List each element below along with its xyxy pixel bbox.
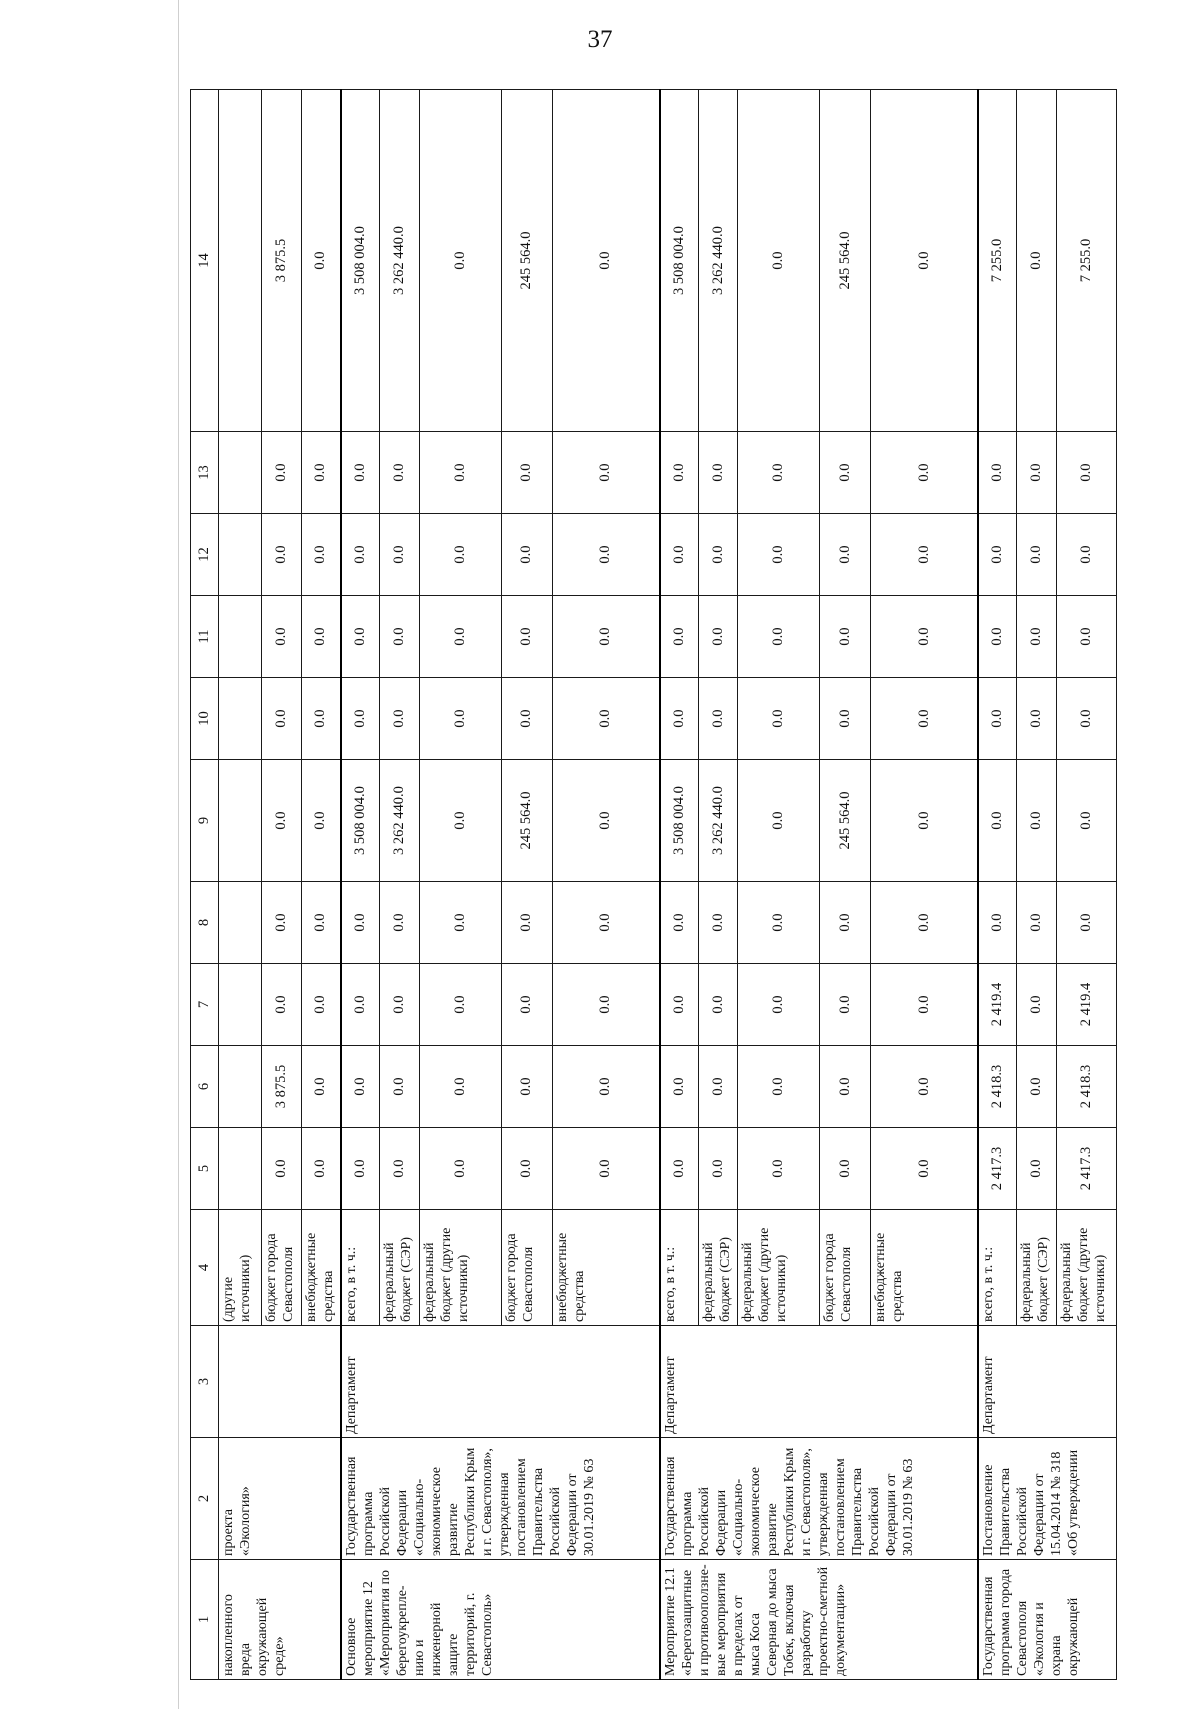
amount-cell: 0.0 [261, 596, 301, 678]
amount-cell: 0.0 [380, 1046, 420, 1128]
amount-cell: 0.0 [552, 678, 659, 760]
program-basis-cell: Государственная программа Российской Федерации «Социально-экономическое развитие Республики Крым и г. Севастополя», утвержденная постановлением Правительства Российской Федерации от 30.01.2019 № 63 [660, 1438, 978, 1560]
table-row [219, 90, 262, 1680]
amount-cell: 0.0 [380, 432, 420, 514]
amount-cell: 0.0 [420, 596, 501, 678]
amount-cell: 0.0 [1017, 964, 1057, 1046]
amount-cell: 0.0 [380, 514, 420, 596]
funding-source-cell: федеральный бюджет (СЭР) [1017, 1210, 1057, 1326]
amount-cell: 0.0 [819, 596, 870, 678]
funding-source-cell: бюджет города Севастополя [819, 1210, 870, 1326]
amount-cell: 245 564.0 [819, 90, 870, 432]
amount-cell: 0.0 [420, 1046, 501, 1128]
amount-cell: 0.0 [552, 596, 659, 678]
executor-cell: Департамент [660, 1326, 978, 1438]
program-basis-cell: проекта «Экология» [219, 1438, 342, 1560]
funding-source-cell: всего, в т. ч.: [660, 1210, 699, 1326]
amount-cell: 0.0 [1056, 596, 1116, 678]
amount-cell: 0.0 [552, 964, 659, 1046]
amount-cell: 0.0 [698, 678, 738, 760]
amount-cell: 0.0 [301, 90, 341, 432]
funding-source-cell: федеральный бюджет (другие источники) [420, 1210, 501, 1326]
amount-cell: 2 419.4 [978, 964, 1017, 1046]
amount-cell: 0.0 [660, 678, 699, 760]
event-name-cell: накопленного вреда окружающей среде» [219, 1560, 342, 1680]
amount-cell: 0.0 [660, 1046, 699, 1128]
column-number: 11 [191, 596, 219, 678]
amount-cell: 0.0 [420, 432, 501, 514]
amount-cell: 245 564.0 [819, 760, 870, 882]
amount-cell: 0.0 [738, 596, 819, 678]
column-number: 13 [191, 432, 219, 514]
program-basis-cell: Государственная программа Российской Федерации «Социально-экономическое развитие Республики Крым и г. Севастополя», утвержденная постановлением Правительства Российской Федерации от 30.01.2019 № 63 [341, 1438, 659, 1560]
amount-cell: 0.0 [301, 964, 341, 1046]
table-body [219, 90, 1117, 1680]
column-number: 14 [191, 90, 219, 432]
amount-cell: 0.0 [341, 964, 380, 1046]
column-number: 10 [191, 678, 219, 760]
funding-source-cell: всего, в т. ч.: [341, 1210, 380, 1326]
amount-cell: 0.0 [819, 964, 870, 1046]
funding-source-cell: (другие источники) [219, 1210, 262, 1326]
amount-cell: 0.0 [1056, 432, 1116, 514]
amount-cell: 0.0 [660, 432, 699, 514]
amount-cell: 7 255.0 [978, 90, 1017, 432]
amount-cell: 0.0 [819, 1128, 870, 1210]
amount-cell: 3 262 440.0 [698, 90, 738, 432]
amount-cell: 0.0 [261, 964, 301, 1046]
funding-source-cell: федеральный бюджет (другие источники) [738, 1210, 819, 1326]
amount-cell: 0.0 [1056, 760, 1116, 882]
amount-cell: 0.0 [738, 90, 819, 432]
amount-cell: 0.0 [552, 1128, 659, 1210]
table-row [660, 90, 699, 1680]
amount-cell: 2 417.3 [978, 1128, 1017, 1210]
amount-cell: 0.0 [301, 1128, 341, 1210]
column-number-row [191, 90, 219, 1680]
amount-cell: 3 508 004.0 [660, 760, 699, 882]
amount-cell: 0.0 [501, 1046, 552, 1128]
amount-cell: 0.0 [1017, 760, 1057, 882]
amount-cell [219, 760, 262, 882]
event-name-cell: Государственная программа города Севастополя «Экология и охрана окружающей [978, 1560, 1116, 1680]
amount-cell: 245 564.0 [501, 760, 552, 882]
funding-source-cell: всего, в т. ч.: [978, 1210, 1017, 1326]
amount-cell: 2 418.3 [1056, 1046, 1116, 1128]
amount-cell: 0.0 [978, 882, 1017, 964]
amount-cell: 0.0 [261, 1128, 301, 1210]
amount-cell: 0.0 [660, 514, 699, 596]
amount-cell: 0.0 [1056, 678, 1116, 760]
amount-cell: 3 262 440.0 [698, 760, 738, 882]
amount-cell: 0.0 [341, 882, 380, 964]
amount-cell: 0.0 [1017, 514, 1057, 596]
amount-cell: 0.0 [501, 1128, 552, 1210]
amount-cell: 0.0 [738, 432, 819, 514]
amount-cell: 0.0 [261, 760, 301, 882]
executor-cell: Департамент [978, 1326, 1116, 1438]
amount-cell: 0.0 [552, 514, 659, 596]
amount-cell: 0.0 [978, 432, 1017, 514]
amount-cell: 0.0 [978, 678, 1017, 760]
amount-cell: 0.0 [871, 964, 978, 1046]
funding-source-cell: федеральный бюджет (другие источники) [1056, 1210, 1116, 1326]
amount-cell [219, 432, 262, 514]
amount-cell: 0.0 [871, 678, 978, 760]
column-number: 5 [191, 1128, 219, 1210]
amount-cell: 0.0 [552, 90, 659, 432]
amount-cell: 0.0 [301, 514, 341, 596]
amount-cell: 0.0 [698, 432, 738, 514]
amount-cell: 0.0 [871, 514, 978, 596]
amount-cell [219, 596, 262, 678]
amount-cell: 0.0 [341, 596, 380, 678]
amount-cell: 0.0 [380, 882, 420, 964]
amount-cell: 0.0 [819, 882, 870, 964]
amount-cell: 3 875.5 [261, 90, 301, 432]
amount-cell: 2 418.3 [978, 1046, 1017, 1128]
amount-cell [219, 514, 262, 596]
amount-cell: 0.0 [261, 882, 301, 964]
funding-source-cell: федеральный бюджет (СЭР) [698, 1210, 738, 1326]
amount-cell: 3 262 440.0 [380, 90, 420, 432]
amount-cell: 0.0 [301, 432, 341, 514]
amount-cell: 0.0 [380, 678, 420, 760]
amount-cell: 3 875.5 [261, 1046, 301, 1128]
amount-cell: 0.0 [660, 596, 699, 678]
amount-cell: 0.0 [420, 1128, 501, 1210]
executor-cell [219, 1326, 342, 1438]
amount-cell [219, 882, 262, 964]
budget-table [190, 89, 1117, 1680]
amount-cell: 0.0 [1017, 432, 1057, 514]
amount-cell: 0.0 [341, 514, 380, 596]
table-row [978, 90, 1017, 1680]
amount-cell: 0.0 [738, 1046, 819, 1128]
amount-cell: 0.0 [301, 760, 341, 882]
rotated-table-container [190, 90, 1117, 1680]
page-number: 37 [587, 26, 613, 53]
amount-cell: 0.0 [380, 1128, 420, 1210]
amount-cell: 0.0 [738, 964, 819, 1046]
amount-cell: 0.0 [261, 432, 301, 514]
amount-cell: 0.0 [501, 596, 552, 678]
amount-cell: 0.0 [552, 432, 659, 514]
column-number: 7 [191, 964, 219, 1046]
column-number: 9 [191, 760, 219, 882]
amount-cell: 0.0 [380, 596, 420, 678]
amount-cell: 0.0 [420, 678, 501, 760]
amount-cell: 0.0 [420, 514, 501, 596]
amount-cell: 0.0 [420, 760, 501, 882]
amount-cell: 0.0 [660, 964, 699, 1046]
amount-cell: 0.0 [1017, 90, 1057, 432]
executor-cell: Департамент [341, 1326, 659, 1438]
amount-cell: 0.0 [738, 760, 819, 882]
binding-line [178, 0, 179, 1709]
amount-cell [219, 1046, 262, 1128]
program-basis-cell: Постановление Правительства Российской Федерации от 15.04.2014 № 318 «Об утверждении [978, 1438, 1116, 1560]
amount-cell: 0.0 [871, 1128, 978, 1210]
amount-cell: 0.0 [698, 1128, 738, 1210]
amount-cell: 0.0 [698, 596, 738, 678]
column-number: 2 [191, 1438, 219, 1560]
amount-cell: 0.0 [660, 882, 699, 964]
amount-cell: 0.0 [1056, 514, 1116, 596]
funding-source-cell: бюджет города Севастополя [261, 1210, 301, 1326]
amount-cell: 2 417.3 [1056, 1128, 1116, 1210]
amount-cell: 0.0 [261, 514, 301, 596]
event-name-cell: Основное мероприятие 12 «Мероприятия по берегоукрепле-нию и инженерной защите территорий, г. Севастополь» [341, 1560, 659, 1680]
funding-source-cell: внебюджетные средства [301, 1210, 341, 1326]
amount-cell: 0.0 [698, 514, 738, 596]
amount-cell: 0.0 [501, 964, 552, 1046]
amount-cell: 0.0 [871, 882, 978, 964]
event-name-cell: Мероприятие 12.1 «Берегозащитные и противооползне-вые мероприятия в пределах от мыса Коса Северная до мыса Тобек, включая разработку проектно-сметной документации» [660, 1560, 978, 1680]
amount-cell: 3 508 004.0 [341, 760, 380, 882]
amount-cell: 0.0 [380, 964, 420, 1046]
amount-cell: 0.0 [261, 678, 301, 760]
funding-source-cell: бюджет города Севастополя [501, 1210, 552, 1326]
amount-cell [219, 964, 262, 1046]
amount-cell: 7 255.0 [1056, 90, 1116, 432]
amount-cell: 0.0 [871, 90, 978, 432]
amount-cell: 0.0 [1017, 1046, 1057, 1128]
column-number: 3 [191, 1326, 219, 1438]
amount-cell: 0.0 [819, 432, 870, 514]
amount-cell: 0.0 [1056, 882, 1116, 964]
amount-cell: 0.0 [871, 760, 978, 882]
amount-cell: 0.0 [819, 1046, 870, 1128]
column-number: 12 [191, 514, 219, 596]
amount-cell: 0.0 [301, 1046, 341, 1128]
amount-cell: 0.0 [341, 1128, 380, 1210]
amount-cell: 0.0 [698, 964, 738, 1046]
funding-source-cell: внебюджетные средства [871, 1210, 978, 1326]
amount-cell: 0.0 [738, 1128, 819, 1210]
amount-cell: 0.0 [978, 514, 1017, 596]
amount-cell: 0.0 [552, 882, 659, 964]
amount-cell: 0.0 [1017, 596, 1057, 678]
amount-cell: 0.0 [341, 678, 380, 760]
column-number: 1 [191, 1560, 219, 1680]
amount-cell: 0.0 [871, 1046, 978, 1128]
amount-cell: 0.0 [420, 882, 501, 964]
amount-cell: 0.0 [501, 514, 552, 596]
amount-cell [219, 1128, 262, 1210]
amount-cell: 0.0 [738, 514, 819, 596]
amount-cell: 0.0 [552, 760, 659, 882]
amount-cell: 245 564.0 [501, 90, 552, 432]
amount-cell: 0.0 [1017, 1128, 1057, 1210]
table-row [341, 90, 380, 1680]
amount-cell: 0.0 [698, 1046, 738, 1128]
amount-cell: 2 419.4 [1056, 964, 1116, 1046]
amount-cell: 0.0 [341, 432, 380, 514]
amount-cell: 0.0 [341, 1046, 380, 1128]
amount-cell: 0.0 [301, 596, 341, 678]
amount-cell: 0.0 [501, 882, 552, 964]
amount-cell: 0.0 [501, 678, 552, 760]
amount-cell [219, 678, 262, 760]
amount-cell: 0.0 [738, 882, 819, 964]
amount-cell: 0.0 [552, 1046, 659, 1128]
amount-cell: 0.0 [420, 90, 501, 432]
column-number: 8 [191, 882, 219, 964]
amount-cell: 0.0 [738, 678, 819, 760]
amount-cell: 0.0 [660, 1128, 699, 1210]
amount-cell: 0.0 [978, 760, 1017, 882]
amount-cell: 0.0 [871, 432, 978, 514]
amount-cell: 0.0 [301, 882, 341, 964]
amount-cell: 0.0 [819, 678, 870, 760]
amount-cell: 0.0 [1017, 882, 1057, 964]
amount-cell: 0.0 [871, 596, 978, 678]
amount-cell: 0.0 [501, 432, 552, 514]
amount-cell: 0.0 [420, 964, 501, 1046]
amount-cell: 3 508 004.0 [660, 90, 699, 432]
amount-cell: 0.0 [698, 882, 738, 964]
amount-cell: 0.0 [1017, 678, 1057, 760]
column-number: 6 [191, 1046, 219, 1128]
funding-source-cell: внебюджетные средства [552, 1210, 659, 1326]
amount-cell [219, 90, 262, 432]
amount-cell: 3 508 004.0 [341, 90, 380, 432]
column-number: 4 [191, 1210, 219, 1326]
amount-cell: 3 262 440.0 [380, 760, 420, 882]
funding-source-cell: федеральный бюджет (СЭР) [380, 1210, 420, 1326]
amount-cell: 0.0 [301, 678, 341, 760]
amount-cell: 0.0 [978, 596, 1017, 678]
amount-cell: 0.0 [819, 514, 870, 596]
